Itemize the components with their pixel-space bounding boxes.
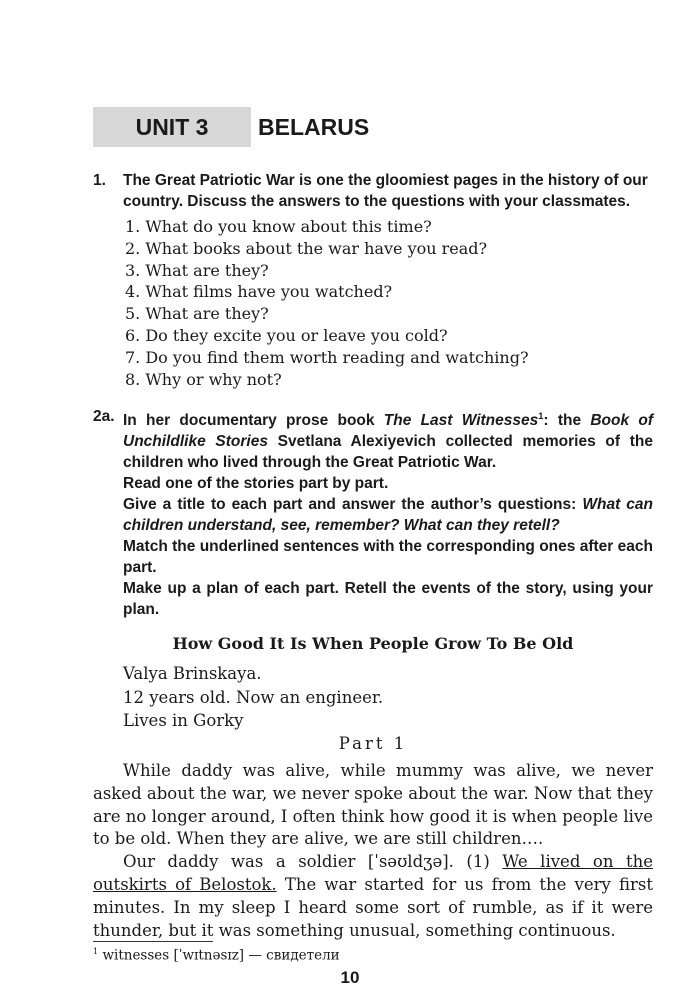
task-2a-plan: Make up a plan of each part. Retell the events of the story, using your plan.	[123, 580, 653, 619]
story-meta-age: 12 years old. Now an engineer.	[123, 687, 384, 707]
part-heading: Part 1	[338, 734, 408, 753]
book-subtitle: Book of Unchildlike Stories	[123, 412, 653, 451]
story-paragraph-2: Our daddy was a soldier [ˈsəʊldʒə]. (1) We lived on the outskirts of Belostok. The war started for us from the very first minutes. In my sleep I heard some sort of rumble, as if it were thunder, but it was something unusual, something continuous.	[93, 852, 653, 940]
footnote-divider	[93, 941, 213, 942]
story-meta	[123, 662, 383, 733]
question-item: 2. What books about the war have you read?	[125, 238, 488, 258]
question-item: 5. What are they?	[125, 304, 269, 324]
story-title: How Good It Is When People Grow To Be Old	[172, 634, 574, 653]
underlined-sentence: We lived on the outskirts of Belostok.	[93, 852, 653, 894]
task-1-line-2: country. Discuss the answers to the questions with your classmates.	[123, 193, 631, 210]
task-1-line-1: The Great Patriotic War is one the gloomiest pages in the history of our	[123, 172, 648, 189]
unit-title: BELARUS	[258, 114, 370, 140]
task-2a-match: Match the underlined sentences with the corresponding ones after each part.	[123, 538, 653, 577]
question-item: 7. Do you find them worth reading and watching?	[125, 347, 529, 367]
task-1-number: 1.	[93, 172, 106, 189]
story-text	[93, 760, 653, 942]
task-2a-number: 2a.	[93, 408, 115, 425]
story-meta-location: Lives in Gorky	[123, 711, 244, 730]
footnote: $^1$ witnesses [ˈwɪtnəsɪz] — свидетели	[93, 946, 340, 964]
page-number: 10	[340, 968, 360, 987]
task-2a-intro: In her documentary prose book The Last Witnesses$^1$: the Book of Unchildlike Stories Svetlana Alexiyevich collected memories of the children who lived through the Great Patriotic War.	[123, 411, 654, 472]
question-item: 1. What do you know about this time?	[125, 217, 432, 236]
question-item: 3. What are they?	[125, 260, 269, 280]
question-item: 6. Do they excite you or leave you cold?	[125, 325, 448, 345]
footnote-marker: 1	[538, 411, 544, 421]
unit-label: UNIT 3	[135, 114, 209, 140]
task-2a-read: Read one of the stories part by part.	[123, 475, 389, 493]
task-2a-instructions	[93, 406, 653, 620]
question-list	[125, 216, 645, 390]
story-paragraph-1: While daddy was alive, while mummy was alive, we never asked about the war, we never spoke about the war. Now that they are no longer around, I often think how good it is when people live to be old. When they are alive, we are still children….	[93, 761, 653, 849]
story-meta-name: Valya Brinskaya.	[123, 664, 262, 683]
question-item: 8. Why or why not?	[125, 369, 282, 389]
task-1-instructions	[93, 170, 653, 212]
book-title: The Last Witnesses	[383, 412, 539, 430]
task-2a-give-title: Give a title to each part and answer the author’s questions: What can children understand, see, remember? What can they retell?	[123, 496, 654, 535]
author-questions: What can children understand, see, remember? What can they retell?	[123, 496, 654, 535]
question-item: 4. What films have you watched?	[125, 282, 393, 302]
